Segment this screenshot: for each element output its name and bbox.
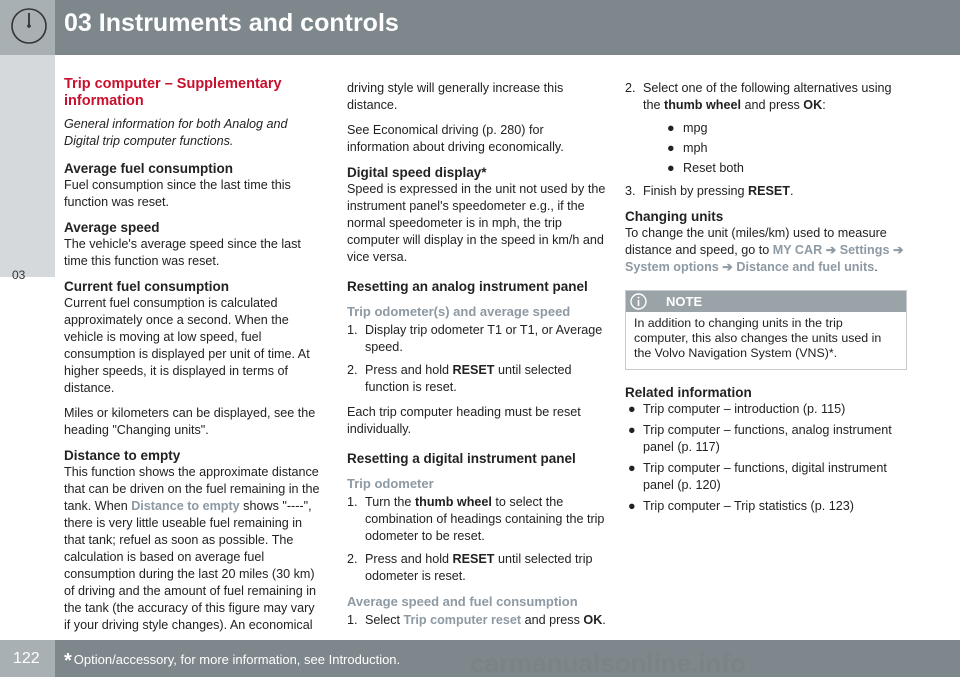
menu-path-distance-fuel-units: Distance and fuel units [736,260,875,274]
avg-fuel-reset-steps-cont [625,80,907,200]
avg-speed-heading: Average speed [64,220,160,235]
avg-speed-text: The vehicle's average speed since the last time this function was reset. [64,237,301,268]
arrow-right-icon: ➔ [718,260,737,274]
trip-avg-speed-subheading: Trip odometer(s) and average speed [347,304,571,319]
speedometer-icon [9,6,49,46]
info-icon [630,293,647,310]
menu-path-system-options: System options [625,260,719,274]
page-number-tab [0,640,55,677]
option-item: ● Reset both [667,161,744,175]
asterisk-icon: * [64,650,72,672]
list-item: 1. Display trip odometer T1 or T1, or Average speed. [347,323,603,354]
list-item: 1. Select Trip computer reset and press OK. [347,613,606,627]
avg-fuel-reset-steps [347,612,609,629]
related-link[interactable]: ● Trip computer – functions, digital instrument panel (p. 120) [628,461,887,492]
economical-driving-ref: See Economical driving (p. 280) for information about driving economically. [347,123,564,154]
option-item: ● mpg [667,121,708,135]
related-link[interactable]: ● Trip computer – introduction (p. 115) [628,402,846,416]
chapter-side-tab-label: 03 [12,268,26,282]
reset-analog-heading: Resetting an analog instrument panel [347,279,588,294]
distance-to-empty-heading: Distance to empty [64,448,181,463]
list-item: 2. Press and hold RESET until selected function is reset. [347,363,572,394]
note-header [626,291,906,312]
header-icon-tab [0,0,55,55]
digital-speed-text: Speed is expressed in the unit not used by the instrument panel's speedometer e.g., if the normal speedometer is in mph, the trip computer will display in the speed in km/h and vice versa. [347,182,606,264]
page-number: 122 [13,650,40,667]
section-title: Trip computer – Supplementary information [64,76,282,109]
page-header [0,0,960,55]
option-list [667,120,907,177]
option-item: ● mph [667,141,708,155]
arrow-right-icon: ➔ [822,243,840,257]
digital-speed-heading: Digital speed display* [347,165,487,180]
miles-km-text: Miles or kilometers can be displayed, see the heading "Changing units". [64,406,316,437]
column-1 [64,76,322,642]
note-title: NOTE [666,294,703,309]
current-fuel-heading: Current fuel consumption [64,279,229,294]
menu-path-settings: Settings [839,243,890,257]
list-item: 3. Finish by pressing RESET. [625,184,794,198]
intro-text: General information for both Analog and Digital trip computer functions. [64,117,288,148]
related-link[interactable]: ● Trip computer – functions, analog instrument panel (p. 117) [628,423,892,454]
avg-fuel-heading: Average fuel consumption [64,161,234,176]
current-fuel-text: Current fuel consumption is calculated approximately once a second. When the vehicle is moving at low speed, fuel consumption is displayed per unit of time. At higher speeds, it is displayed in terms of distance. [64,296,310,395]
column-3 [625,80,907,521]
list-item: 2. Select one of the following alternatives using the thumb wheel and press OK: ● mpg ● mph ● Reset both [625,80,907,177]
continued-text: driving style will generally increase this distance. [347,81,564,112]
changing-units-heading: Changing units [625,209,724,224]
note-box [625,290,907,370]
menu-path-my-car: MY CAR [772,243,823,257]
distance-to-empty-label: Distance to empty [131,499,240,513]
digital-reset-steps [347,494,609,585]
chapter-title: 03 Instruments and controls [64,9,399,37]
related-info-heading: Related information [625,385,752,400]
reset-digital-heading: Resetting a digital instrument panel [347,451,576,466]
distance-to-empty-text: This function shows the approximate distance that can be driven on the fuel remaining in the tank. When Distance to empty shows "----", there is very little useable fuel remaining in that tank; refuel as soon as possible. The calculation is based on average fuel consumption during the last 20 miles (30 km) of driving and the amount of fuel remaining in the tank (the accuracy of this figure may vary if your driving style changes). An economical [64,465,320,632]
related-info-list [625,401,907,515]
chapter-side-tab [0,55,55,282]
related-link[interactable]: ● Trip computer – Trip statistics (p. 123) [628,499,854,513]
analog-reset-steps [347,322,609,396]
column-2 [347,80,609,637]
note-text: In addition to changing units in the trip computer, this also changes the units used in the Volvo Navigation System (VNS)*. [634,316,882,360]
avg-fuel-text: Fuel consumption since the last time this function was reset. [64,178,291,209]
changing-units-text: To change the unit (miles/km) used to measure distance and speed, go to MY CAR ➔ Settings ➔ System options ➔ Distance and fuel units. [625,226,904,274]
watermark: carmanualsonline.info [470,648,746,678]
avg-speed-fuel-subheading: Average speed and fuel consumption [347,594,578,609]
list-item: 2. Press and hold RESET until selected trip odometer is reset. [347,552,593,583]
trip-odometer-subheading: Trip odometer [347,476,434,491]
list-item: 1. Turn the thumb wheel to select the combination of headings containing the trip odometer to be reset. [347,495,605,543]
individual-reset-text: Each trip computer heading must be reset individually. [347,405,581,436]
footer-note: * Option/accessory, for more information, see Introduction. [64,650,401,672]
arrow-right-icon: ➔ [889,243,904,257]
